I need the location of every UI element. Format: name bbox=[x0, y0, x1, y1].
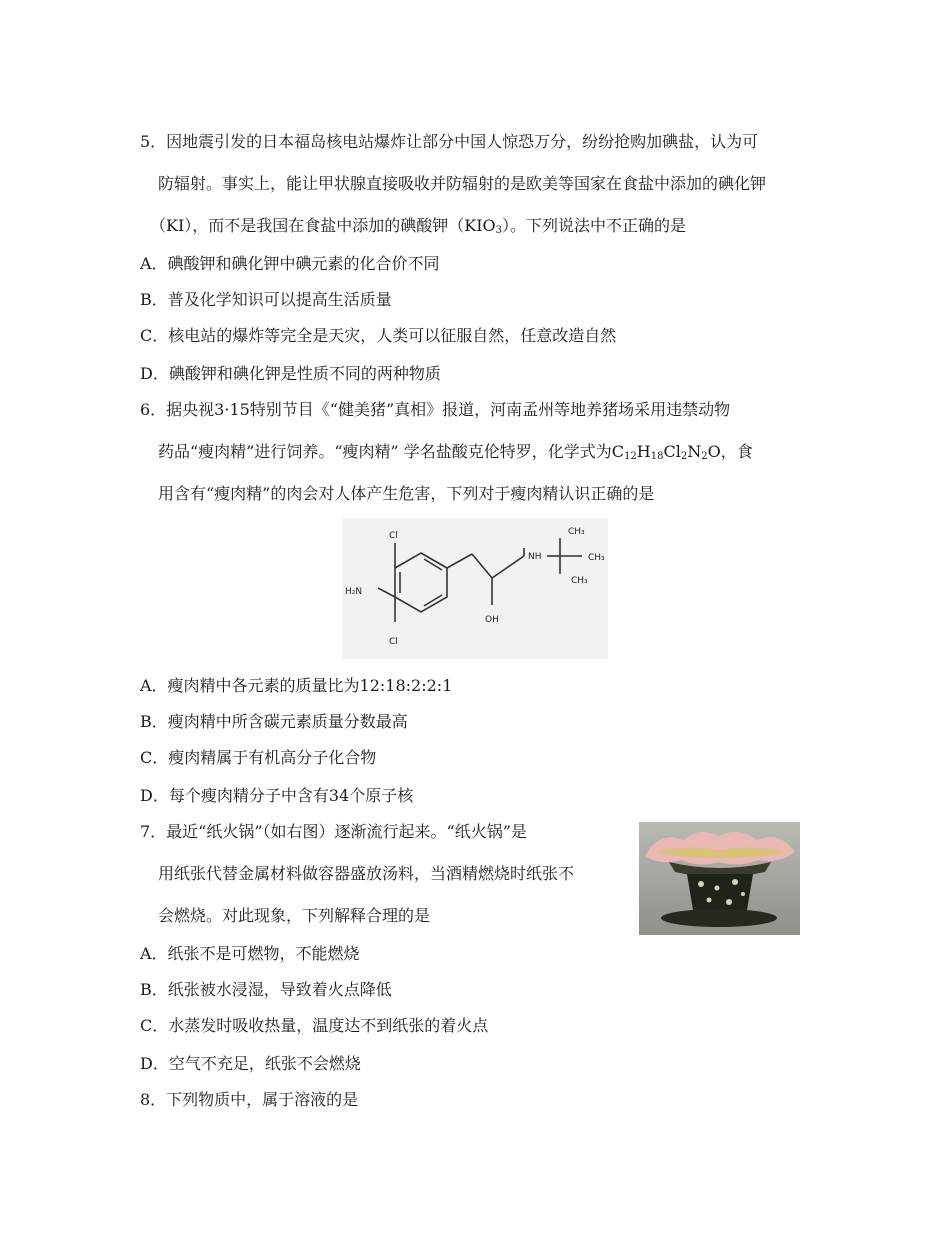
q7-option-b: B．纸张被水浸湿，导致着火点降低 bbox=[140, 980, 392, 999]
q6-option-c: C．瘦肉精属于有机高分子化合物 bbox=[140, 748, 377, 767]
q5-option-c: C．核电站的爆炸等完全是天灾，人类可以征服自然，任意改造自然 bbox=[140, 326, 617, 345]
q6-option-a: A．瘦肉精中各元素的质量比为12:18:2:2:1 bbox=[140, 676, 453, 695]
q5-option-b: B．普及化学知识可以提高生活质量 bbox=[140, 290, 392, 309]
q7-option-c: C．水蒸发时吸收热量，温度达不到纸张的着火点 bbox=[140, 1016, 489, 1035]
q6-option-b: B．瘦肉精中所含碳元素质量分数最高 bbox=[140, 712, 408, 731]
cl-bottom-label: Cl bbox=[389, 637, 398, 647]
hydroxyl-label: OH bbox=[485, 615, 499, 625]
figure-background bbox=[342, 518, 608, 659]
q7-option-a: A．纸张不是可燃物，不能燃烧 bbox=[140, 944, 360, 963]
q5-stem-line-2: 防辐射。事实上，能让甲状腺直接吸收并防辐射的是欧美等国家在食盐中添加的碘化钾 bbox=[158, 174, 767, 193]
stove-base bbox=[661, 909, 777, 927]
q7-option-d: D．空气不充足，纸张不会燃烧 bbox=[140, 1054, 361, 1073]
q5-stem-line-3: （KI），而不是我国在食盐中添加的碘酸钾$(KIO_3)$。下列说法中不正确的是 bbox=[150, 216, 687, 236]
q7-stem-line-1: 7．最近“纸火锅”（如右图）逐渐流行起来。“纸火锅”是 bbox=[140, 822, 527, 841]
methyl-right-label: CH₃ bbox=[588, 553, 605, 563]
cl-top-label: Cl bbox=[389, 531, 398, 541]
methyl-bottom-label: CH₃ bbox=[571, 576, 588, 586]
q5-stem-line-1: 5．因地震引发的日本福岛核电站爆炸让部分中国人惊恐万分，纷纷抢购加碘盐，认为可 bbox=[140, 132, 759, 151]
q6-stem-line-1: 6．据央视3·15特别节目《“健美猪”真相》报道，河南孟州等地养猪场采用违禁动物 bbox=[140, 400, 731, 419]
amino-label: H₂N bbox=[345, 587, 363, 597]
q6-stem-line-2: 药品“瘦肉精”进行饲养。“瘦肉精” 学名盐酸克伦特罗，化学式为$C_{12}H_{18}Cl_2N_2O$，食 bbox=[158, 442, 753, 462]
nh-label: NH bbox=[528, 552, 542, 562]
q5-option-d: D．碘酸钾和碘化钾是性质不同的两种物质 bbox=[140, 364, 441, 383]
q7-stem-line-2: 用纸张代替金属材料做容器盛放汤料，当酒精燃烧时纸张不 bbox=[158, 864, 575, 883]
methyl-top-label: CH₃ bbox=[568, 527, 585, 537]
q5-option-a: A．碘酸钾和碘化钾中碘元素的化合价不同 bbox=[140, 254, 440, 273]
q8-stem-line-1: 8．下列物质中，属于溶液的是 bbox=[140, 1090, 359, 1109]
q6-stem-line-3: 用含有“瘦肉精”的肉会对人体产生危害，下列对于瘦肉精认识正确的是 bbox=[158, 484, 655, 503]
paper-hotpot-photo bbox=[639, 822, 800, 935]
clenbuterol-structure-figure bbox=[342, 518, 608, 659]
stove-body bbox=[687, 874, 753, 910]
q7-stem-line-3: 会燃烧。对此现象，下列解释合理的是 bbox=[158, 906, 431, 925]
q6-option-d: D．每个瘦肉精分子中含有34个原子核 bbox=[140, 786, 414, 805]
